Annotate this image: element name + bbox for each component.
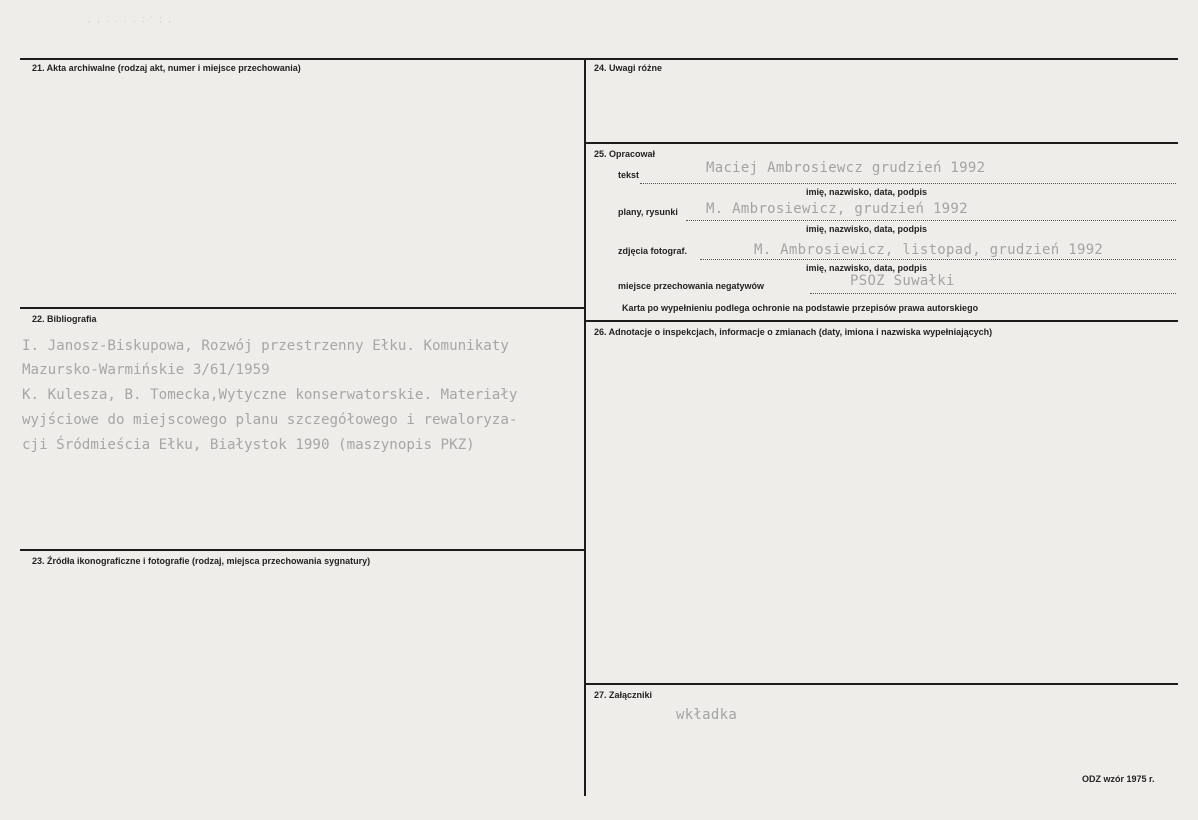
rule-25-right [586,142,1178,144]
tekst-value: Maciej Ambrosiewcz grudzień 1992 [706,160,986,176]
plany-label: plany, rysunki [618,207,678,217]
bibliography-line: I. Janosz-Biskupowa, Rozwój przestrzenny Ełku. Komunikaty [22,338,509,354]
rule-26-right [586,320,1178,322]
section-23-heading: 23. Źródła ikonograficzne i fotografie (rodzaj, miejsca przechowania sygnatury) [32,556,371,566]
plany-value: M. Ambrosiewicz, grudzień 1992 [706,201,968,217]
bibliography-line: cji Śródmieścia Ełku, Białystok 1990 (maszynopis PKZ) [22,437,475,453]
bibliography-line: K. Kulesza, B. Tomecka,Wytyczne konserwatorskie. Materiały [22,387,518,403]
center-rule [584,58,586,796]
bibliography-line: Mazursko-Warmińskie 3/61/1959 [22,362,270,378]
rule-27-right [586,683,1178,685]
top-rule [20,58,1178,60]
zdjecia-hint: imię, nazwisko, data, podpis [806,263,928,273]
section-24-heading: 24. Uwagi różne [594,63,663,73]
negatywy-value: PSOZ Suwałki [850,273,955,289]
section-25-heading: 25. Opracował [594,149,656,159]
rule-23-left [20,549,586,551]
attachment-value: wkładka [676,707,738,723]
section-27-heading: 27. Załączniki [594,690,653,700]
plany-hint: imię, nazwisko, data, podpis [806,224,928,234]
copyright-notice: Karta po wypełnieniu podlega ochronie na podstawie przepisów prawa autorskiego [622,303,979,313]
tekst-label: tekst [618,170,640,180]
zdjecia-value: M. Ambrosiewicz, listopad, grudzień 1992 [754,242,1104,258]
form-footer: ODZ wzór 1975 r. [1082,774,1155,784]
bibliography-line: wyjściowe do miejscowego planu szczegółowego i rewaloryza- [22,412,518,428]
section-21-heading: 21. Akta archiwalne (rodzaj akt, numer i miejsce przechowania) [32,63,301,73]
section-22-heading: 22. Bibliografia [32,314,97,324]
top-faint-mark: , , . . . . : ' ; , [88,14,173,24]
tekst-dotted-line [640,183,1176,184]
rule-22-left [20,307,586,309]
plany-dotted-line [686,220,1176,221]
negatywy-label: miejsce przechowania negatywów [618,281,765,291]
section-26-heading: 26. Adnotacje o inspekcjach, informacje o zmianach (daty, imiona i nazwiska wypełniających) [594,327,993,337]
tekst-hint: imię, nazwisko, data, podpis [806,187,928,197]
zdjecia-label: zdjęcia fotograf. [618,246,688,256]
negatywy-dotted-line [810,293,1176,294]
zdjecia-dotted-line [700,259,1176,260]
